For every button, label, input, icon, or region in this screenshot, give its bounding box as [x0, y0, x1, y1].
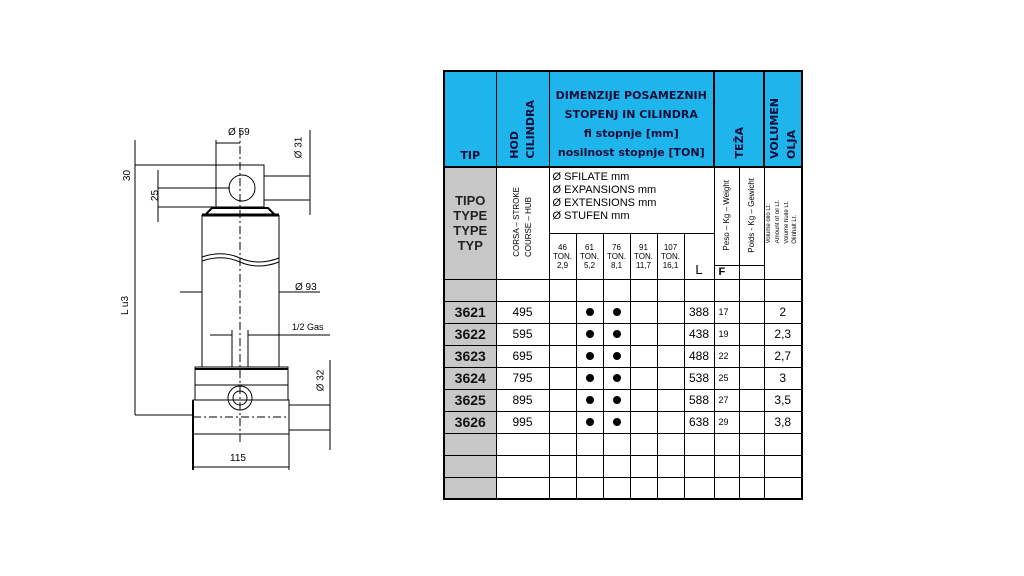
weight-value: 22 — [714, 345, 739, 367]
stage-cell — [576, 411, 603, 433]
stage-cell — [576, 323, 603, 345]
length-value: 638 — [684, 411, 714, 433]
stroke-value: 995 — [496, 411, 549, 433]
stage-col-4: 91 TON. 11,7 — [630, 233, 657, 279]
stage-cell — [630, 411, 657, 433]
dim-eye-diameter: Ø 31 — [293, 136, 305, 159]
weight-label-1: Peso – Kg – Weight — [714, 167, 739, 265]
stage-cell — [657, 367, 684, 389]
stage-included-dot — [586, 352, 594, 360]
stroke-label: CORSA – STROKE COURSE – HUB — [496, 167, 549, 279]
stage-included-dot — [586, 308, 594, 316]
cylinder-drawing — [100, 110, 360, 490]
weight-value: 29 — [714, 411, 739, 433]
length-value: 388 — [684, 301, 714, 323]
stage-col-3: 76 TON. 8,1 — [603, 233, 630, 279]
stage-cell — [603, 345, 630, 367]
empty-cell — [739, 265, 764, 279]
stage-included-dot — [613, 396, 621, 404]
stage-col-2: 61 TON. 5,2 — [576, 233, 603, 279]
stage-cell — [657, 301, 684, 323]
empty-row — [444, 477, 802, 499]
length-value: 588 — [684, 389, 714, 411]
model-number: 3622 — [444, 323, 496, 345]
stage-cell — [576, 345, 603, 367]
stage-included-dot — [586, 374, 594, 382]
stage-included-dot — [613, 418, 621, 426]
dim-head-height: 30 — [122, 169, 134, 182]
spec-table — [443, 70, 803, 500]
table-row — [444, 345, 802, 367]
stroke-value: 795 — [496, 367, 549, 389]
stage-included-dot — [613, 308, 621, 316]
stage-cell — [549, 323, 576, 345]
model-number: 3621 — [444, 301, 496, 323]
length-value: 488 — [684, 345, 714, 367]
model-number: 3623 — [444, 345, 496, 367]
model-number: 3626 — [444, 411, 496, 433]
stage-included-dot — [586, 418, 594, 426]
header-volume: VOLUMEN OLJA — [764, 71, 802, 167]
stage-cell — [603, 367, 630, 389]
stage-cell — [576, 389, 603, 411]
stroke-value: 595 — [496, 323, 549, 345]
stage-cell — [576, 301, 603, 323]
stage-cell — [549, 389, 576, 411]
weight-value: 19 — [714, 323, 739, 345]
stage-cell — [549, 411, 576, 433]
dim-port: 1/2 Gas — [292, 322, 324, 332]
stage-cell — [630, 389, 657, 411]
volume-value: 3 — [764, 367, 802, 389]
volume-value: 3,8 — [764, 411, 802, 433]
stage-cell — [657, 389, 684, 411]
stage-cell — [657, 345, 684, 367]
table-row — [444, 301, 802, 323]
stage-cell — [549, 301, 576, 323]
volume-label: Volume olio Lt. Amount of oil Lt. Volume huile Lt. Ölinhalt Lt. — [764, 167, 802, 279]
stage-cell — [549, 345, 576, 367]
stroke-value: 495 — [496, 301, 549, 323]
header-dimensions: DIMENZIJE POSAMEZNIH STOPENJ IN CILINDRA fi stopnje [mm] nosilnost stopnje [TON] — [549, 71, 714, 167]
stage-units: Ø SFILATE mm Ø EXPANSIONS mm Ø EXTENSIONS mm Ø STUFEN mm — [549, 167, 714, 233]
length-value: 538 — [684, 367, 714, 389]
dim-body-diameter: Ø 93 — [295, 282, 317, 293]
stage-cell — [630, 301, 657, 323]
length-value: 438 — [684, 323, 714, 345]
model-number: 3625 — [444, 389, 496, 411]
header-hod: HOD CILINDRA — [496, 71, 549, 167]
stage-cell — [603, 323, 630, 345]
dim-length: L u3 — [120, 295, 132, 316]
stroke-value: 895 — [496, 389, 549, 411]
stage-cell — [657, 411, 684, 433]
length-col-label: L — [684, 233, 714, 279]
table-row — [444, 323, 802, 345]
weight-value: 25 — [714, 367, 739, 389]
tipo-label: TIPO TYPE TYPE TYP — [444, 167, 496, 279]
empty-type-cell — [444, 279, 496, 301]
dim-base-width: 115 — [230, 453, 246, 464]
weight-value: 17 — [714, 301, 739, 323]
stage-cell — [657, 323, 684, 345]
stage-included-dot — [613, 352, 621, 360]
stage-cell — [630, 367, 657, 389]
volume-value: 2 — [764, 301, 802, 323]
table-row — [444, 411, 802, 433]
volume-value: 2,3 — [764, 323, 802, 345]
stage-included-dot — [586, 330, 594, 338]
volume-value: 3,5 — [764, 389, 802, 411]
stage-col-5: 107 TON. 16,1 — [657, 233, 684, 279]
empty-row — [444, 455, 802, 477]
stage-cell — [630, 345, 657, 367]
model-number: 3624 — [444, 367, 496, 389]
table-row — [444, 389, 802, 411]
dim-base-eye-diameter: Ø 32 — [315, 369, 327, 392]
stage-included-dot — [613, 374, 621, 382]
stage-included-dot — [613, 330, 621, 338]
volume-value: 2,7 — [764, 345, 802, 367]
stage-included-dot — [586, 396, 594, 404]
stage-cell — [603, 301, 630, 323]
empty-row — [444, 433, 802, 455]
stage-cell — [549, 367, 576, 389]
stage-col-1: 46 TON. 2,9 — [549, 233, 576, 279]
table-row — [444, 367, 802, 389]
stage-cell — [603, 389, 630, 411]
weight-label-2: Poids - Kg – Gewicht — [739, 167, 764, 265]
header-tip: TIP — [444, 71, 496, 167]
dim-eye-center: 25 — [150, 189, 162, 202]
stage-cell — [630, 323, 657, 345]
weight-value: 27 — [714, 389, 739, 411]
stage-cell — [603, 411, 630, 433]
f-label: F — [714, 265, 739, 279]
stroke-value: 695 — [496, 345, 549, 367]
header-teza: TEŽA — [714, 71, 764, 167]
stage-cell — [576, 367, 603, 389]
dim-head-diameter: Ø 59 — [228, 127, 250, 138]
